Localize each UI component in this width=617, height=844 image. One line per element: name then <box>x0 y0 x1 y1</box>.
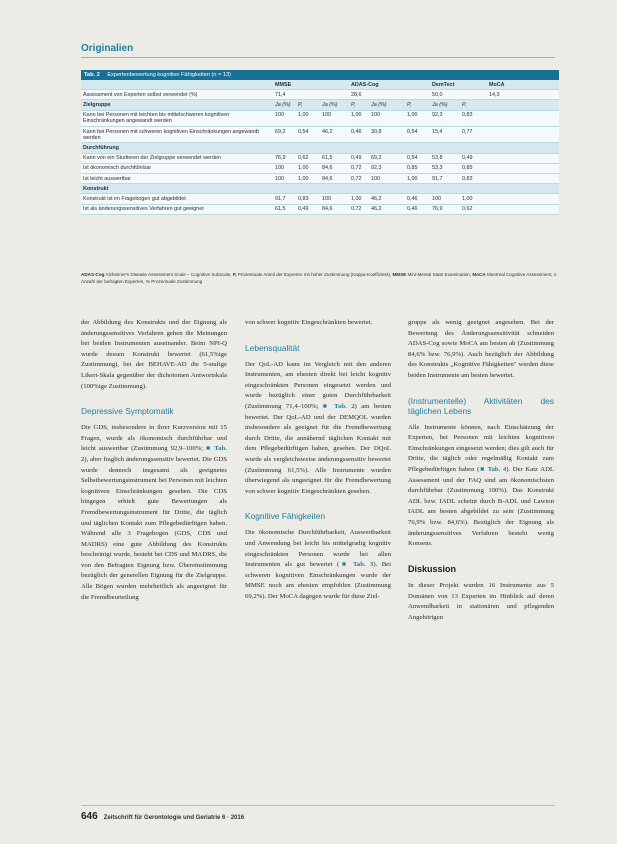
cell: 100 <box>322 195 331 202</box>
cell: 0,46 <box>407 195 418 202</box>
cell: 46,2 <box>371 195 382 202</box>
table-reference-link[interactable]: ■ Tab. 2 <box>81 445 227 463</box>
cell: 53,8 <box>432 155 443 162</box>
row-label: Konstrukt ist im Fragebogen gut abgebildet <box>83 195 186 202</box>
cell: 1,00 <box>298 112 309 119</box>
page-footer <box>81 811 244 822</box>
row-label: Ist als änderungssensitives Verfahren gut geeignet <box>83 206 204 213</box>
col-pct: Ja (%) <box>322 101 338 108</box>
cell: 84,6 <box>322 165 333 172</box>
cell: 0,83 <box>462 112 473 119</box>
cell: 100 <box>371 112 380 119</box>
cell: 0,54 <box>407 128 418 135</box>
paragraph: der Abbildung des Konstrukts und der Eignung als änderungssensitives Verfahren gehen die Meinungen bei beiden Instrumenten auseinander. Beim NPI-Q wurde dessen Konstrukt bewertet (61,5%ige Zustimmung), bei der BEHAVE-AD die 5-stufige Likert-Skala gegenüber der dichotomen Antwortskala (100%ige Zustimmung). <box>81 319 227 390</box>
footnote-text: Montreal Cognitive Assessment, n Anzahl der befragten Experten, % Prozentuale Zustimmung <box>81 272 557 284</box>
cell: 61,5 <box>322 155 333 162</box>
table-row <box>81 174 559 184</box>
table-row <box>81 205 559 215</box>
cell: 1,00 <box>298 165 309 172</box>
cell: 0,49 <box>298 206 309 213</box>
table-row <box>81 127 559 143</box>
cell: 84,6 <box>322 175 333 182</box>
table-reference-link[interactable]: ■ Tab. 3 <box>339 561 374 569</box>
table-row <box>81 164 559 174</box>
paragraph-text: Die GDS, insbesondere in ihrer Kurzversion mit 15 Fragen, wurde als ökonomisch durchführbar und leicht auswertbar (Zustimmung 92,9–100%; <box>81 424 227 453</box>
instrument-name: MoCA <box>489 81 505 88</box>
text-column-1 <box>81 318 227 603</box>
instrument-name: DemTect <box>432 81 455 88</box>
cell: 53,3 <box>432 165 443 172</box>
text-column-2 <box>245 318 391 602</box>
column-header-row <box>81 100 559 110</box>
footnote-text: Alzheimer's Disease Assessment Scale – Cognitive Subscale, <box>104 272 233 277</box>
footnote-abbr: P, <box>232 272 237 277</box>
paragraph-text: ) am besten bewertet. Der QoL-AD und der DEMQOL wurden insbesondere als geeignet für die Fremdbewertung durch Dritte, die annähernd täglichen Kontakt mit dem Pflegebedürftigen haben, gesehen. Der DQoL wurde als vergleichsweise änderungssensitiv bewertet (Zustimmung 61,5%). Alle Instrumente wurden überwiegend als ungeeignet für die Fremdbewertung von schwer kognitiv Eingeschränkten gesehen. <box>245 402 392 495</box>
row-label: Kann bei Personen mit schweren kognitiven Einschränkungen angewandt werden <box>83 128 259 141</box>
cell: 0,83 <box>462 175 473 182</box>
row-label: Ist leicht auswertbar <box>83 175 131 182</box>
table-title-bar <box>81 70 559 80</box>
cell: 0,49 <box>462 155 473 162</box>
paragraph-text: ). Der Katz ADL Assessment und der FAQ sind am ökonomischsten durchführbar (Zustimmung 100%). Das Konstrukt ADL bzw. IADL scheint durch B-ADL und Lawton IADL am besten abgebildet zu sein (Zustimmung 76,9% bzw. 84,6%). Bezüglich der Eignung als änderungssensitives Verfahren besteht wenig Konsens. <box>408 465 555 548</box>
cell: 0,49 <box>351 155 362 162</box>
instrument-header-blank <box>81 80 273 83</box>
cell: 92,3 <box>371 165 382 172</box>
cell: 14,3 <box>489 91 500 98</box>
table-row <box>81 111 559 127</box>
paragraph-text: ), aber fraglich änderungssensitiv bewertet. Die GDS wurde dennoch insgesamt als geeignetes Selbstbewertungsinstrument bei Personen mit leichten kognitiven Einschränkungen gesehen. Die CDS hingegen erhielt gute Bewertungen als Fremdbewertungsinstrument für Dritte, die täglich und täglichen Kontakt zum Pflegebedürftigen haben. Während alle 3 Fragebogen (GDS, CDS und MADRS) eine gute Abbildung des Konstrukts bescheinigt wurde, besteht bei CDS und MADRS, die von den Befragten Eignung bzw. Übereinstimmung bezüglich der generellen Eignung für die Zielgruppe. Alle Bögen wurden mehrheitlich als angeeignet für die Fremdbeurteilung <box>81 455 227 601</box>
col-p: P, <box>407 101 412 108</box>
paragraph-text: Alle Instrumente können, nach Einschätzung der Experten, bei Personen mit leichten kognitiven Einschränkungen eingesetzt werden; dies gilt auch für Dritte, die täglich oder regelmäßig Kontakt zum Pflegebedürftigen haben ( <box>408 423 554 473</box>
cell: 91,7 <box>275 195 286 202</box>
cell: 46,2 <box>322 128 333 135</box>
footnote-abbr: MoCA <box>472 272 486 277</box>
paragraph-text: Der QoL-AD kann im Vergleich mit den anderen Instrumenten, am ehesten direkt bei leicht kognitiv eingeschränkten Personen eingesetzt werden und wurde bezüglich einer guten Durchführbarkeit (Zustimmung 71,4–100%; <box>245 360 391 410</box>
cell: 28,6 <box>351 91 362 98</box>
instrument-header-row <box>81 80 559 90</box>
table-reference-link[interactable]: ■ Tab. 2 <box>322 402 355 410</box>
subheading: Depressive Symptomatik <box>81 406 174 417</box>
table-section-row <box>81 143 559 153</box>
cell: 0,54 <box>407 155 418 162</box>
row-label: Assessment von Experten selbst verwendet (%) <box>83 91 198 98</box>
footnote-text: Prozentuale Anteil der Experten mit hoher Zustimmung (Kappa-Koeffizient), <box>236 272 393 277</box>
paragraph <box>408 423 554 550</box>
cell: 0,72 <box>351 175 362 182</box>
cell: 1,00 <box>462 195 473 202</box>
cell: 1,00 <box>407 112 418 119</box>
cell: 0,72 <box>351 165 362 172</box>
cell: 15,4 <box>432 128 443 135</box>
cell: 0,54 <box>298 128 309 135</box>
paragraph-text: ). Bei schweren kognitiven Einschränkungen wurde der MMSE noch am ehesten empfohlen (Zustimmung 69,2%). Der MoCA dagegen wurde für diese Ziel- <box>245 561 392 600</box>
cell: 50,0 <box>432 91 443 98</box>
col-p: P, <box>298 101 303 108</box>
cell: 46,2 <box>371 206 382 213</box>
assessment-row <box>81 90 559 100</box>
cell: 0,62 <box>462 206 473 213</box>
table-row <box>81 154 559 164</box>
col-p: P, <box>462 101 467 108</box>
cell: 0,72 <box>351 206 362 213</box>
table-number: Tab. 2 <box>84 72 100 78</box>
cell: 92,3 <box>432 112 443 119</box>
paragraph: von schwer kognitiv Eingeschränkten bewertet. <box>245 319 373 326</box>
section-title: Konstrukt <box>83 185 109 192</box>
cell: 1,00 <box>351 112 362 119</box>
table-footnote <box>81 272 559 285</box>
cell: 0,77 <box>462 128 473 135</box>
cell: 100 <box>275 165 284 172</box>
subheading: Kognitive Fähigkeiten <box>245 511 326 522</box>
cell: 84,6 <box>322 206 333 213</box>
cell: 0,85 <box>462 165 473 172</box>
paragraph-text: Die ökonomische Durchführbarkeit, Auswertbarkeit und Anwendung bei leicht bis mittelgradig kognitiv eingeschränkten Personen wurde bei allen Instrumenten als gut bewertet ( <box>245 529 391 569</box>
cell: 69,2 <box>371 155 382 162</box>
section-title: Durchführung <box>83 144 119 151</box>
table-reference-label: Tab. 2 <box>334 402 355 410</box>
cell: 1,00 <box>298 175 309 182</box>
zielgruppe-heading: Zielgruppe <box>83 101 111 108</box>
cell: 100 <box>322 112 331 119</box>
col-pct: Ja (%) <box>371 101 387 108</box>
results-table <box>81 70 559 215</box>
cell: 30,8 <box>371 128 382 135</box>
cell: 0,83 <box>298 195 309 202</box>
cell: 71,4 <box>275 91 286 98</box>
instrument-name: ADAS-Cog <box>351 81 379 88</box>
paragraph <box>245 360 391 498</box>
table-title: Expertenbewertung kognitive Fähigkeiten (n = 13) <box>107 72 231 78</box>
footnote-abbr: ADAS-Cog <box>81 272 105 277</box>
cell: 76,9 <box>432 206 443 213</box>
header-rule <box>81 57 555 58</box>
footer-rule <box>81 805 555 806</box>
cell: 100 <box>432 195 441 202</box>
cell: 100 <box>275 175 284 182</box>
text-column-3 <box>408 318 554 624</box>
section-heading: Diskussion <box>408 563 457 574</box>
cell: 76,9 <box>275 155 286 162</box>
table-reference-label: Tab. 4 <box>487 465 507 473</box>
cell: 0,46 <box>407 206 418 213</box>
cell: 69,2 <box>275 128 286 135</box>
table-section-row <box>81 184 559 194</box>
page-number: 646 <box>81 811 98 822</box>
col-pct: Ja (%) <box>275 101 291 108</box>
row-label: Ist ökonomisch durchführbar <box>83 165 152 172</box>
paragraph: In dieser Projekt wurden 16 Instrumente aus 5 Domänen von 13 Experten im Hinblick auf deren Anwendbarkeit in stationären und pflegenden Angehörigen <box>408 582 554 622</box>
row-label: Kann bei Personen mit leichten bis mittelschweren kognitiven Einschränkungen angewandt werden <box>83 112 230 125</box>
footnote-text: Mini-Mental State Examination, <box>406 272 473 277</box>
col-p: P, <box>351 101 356 108</box>
journal-name: Zeitschrift für Gerontologie und Geriatrie 6 · 2016 <box>103 815 245 821</box>
cell: 1,00 <box>351 195 362 202</box>
table-reference-label: Tab. 2 <box>81 445 227 463</box>
table-body <box>81 111 559 215</box>
table-reference-link[interactable]: ■ Tab. 4 <box>479 465 507 473</box>
cell: 61,5 <box>275 206 286 213</box>
paragraph <box>245 528 391 602</box>
cell: 91,7 <box>432 175 443 182</box>
paragraph: gruppe als wenig geeignet angesehen. Bei der Bewertung des Änderungssensitivität schneiden ADAS-Cog sowie MoCA am besten ab (Zustimmung 84,6% bzw. 76,9%). Auch bezüglich der Abbildung des Konstrukts „Kognitive Fähigkeiten" werden diese beiden Instrumente am besten bewertet. <box>408 319 554 379</box>
cell: 1,00 <box>407 175 418 182</box>
instrument-name: MMSE <box>275 81 292 88</box>
table-reference-label: Tab. 3 <box>353 561 374 569</box>
row-label: Kann von ein Studieren der Zielgruppe verwendet werden <box>83 155 221 162</box>
footnote-abbr: MMSE <box>392 272 407 277</box>
cell: 100 <box>275 112 284 119</box>
subheading: (Instrumentelle) Aktivitäten des täglichen Lebens <box>408 395 554 416</box>
cell: 0,85 <box>407 165 418 172</box>
section-label: Originalien <box>81 43 134 54</box>
col-pct: Ja (%) <box>432 101 448 108</box>
subheading: Lebensqualität <box>245 342 300 353</box>
table-row <box>81 194 559 204</box>
paragraph <box>81 423 227 603</box>
cell: 0,62 <box>298 155 309 162</box>
cell: 0,46 <box>351 128 362 135</box>
cell: 100 <box>371 175 380 182</box>
